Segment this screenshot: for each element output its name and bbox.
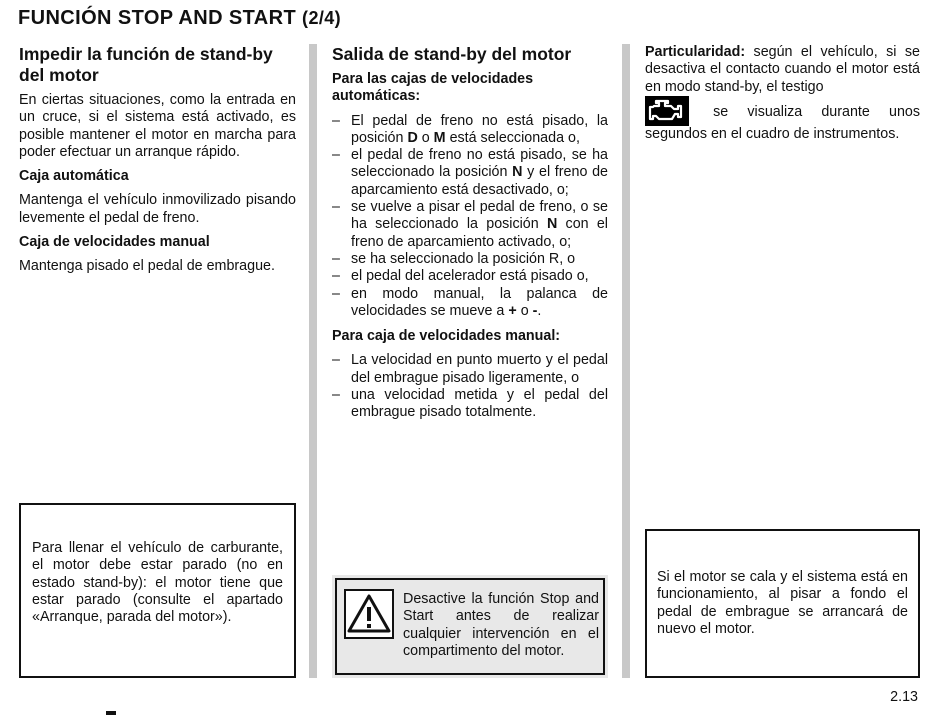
page-number: 2.13 <box>890 689 918 705</box>
particularity-label: Particularidad: <box>645 44 746 60</box>
warning-box-frame <box>335 578 605 675</box>
list-item: – La velocidad en punto muerto y el pedal del embrague pisado ligeramente, o <box>332 352 608 387</box>
warning-box <box>332 575 608 678</box>
list-item: – se ha seleccionado la posición R, o <box>332 251 608 268</box>
particularity-paragraph: Particularidad: según el vehículo, si se desactiva el contacto cuando el motor está en modo stand-by, el testigo se visualiza durante unos segundos en el cuadro de instrumentos. <box>645 44 920 142</box>
warning-text: Desactive la función Stop and Start antes de realizar cualquier intervención en el compartimento del motor. <box>403 591 599 659</box>
subheading-automatic: Para las cajas de velocidades automáticas: <box>332 71 534 105</box>
note-box-fuel <box>19 503 296 678</box>
list-item: – el pedal del acelerador está pisado o, <box>332 268 608 285</box>
warning-triangle-icon <box>344 589 394 639</box>
column-2 <box>332 44 608 430</box>
manual-conditions-list <box>332 352 608 421</box>
note-box-stall <box>645 529 920 678</box>
column-1 <box>19 44 296 283</box>
section-heading: Salida de stand-by del motor <box>332 44 572 64</box>
list-item: – se vuelve a pisar el pedal de freno, o se ha seleccionado la posición N con el freno de aparcamiento activado, o; <box>332 199 608 251</box>
subheading-manual: Caja de velocidades manual <box>19 234 210 251</box>
subheading-manual: Para caja de velocidades manual: <box>332 328 561 345</box>
subheading-automatic: Caja automática <box>19 168 129 185</box>
list-item: – una velocidad metida y el pedal del embrague pisado totalmente. <box>332 387 608 422</box>
page-title <box>18 7 341 30</box>
column-separator <box>622 44 630 678</box>
list-item: – el pedal de freno no está pisado, se ha seleccionado la posición N y el freno de aparcamiento está desactivado, o; <box>332 147 608 199</box>
page-title-text: FUNCIÓN STOP AND START <box>18 7 297 29</box>
list-item: – El pedal de freno no está pisado, la posición D o M está seleccionada o, <box>332 113 608 148</box>
manual-paragraph: Mantenga pisado el pedal de embrague. <box>19 258 275 275</box>
intro-paragraph: En ciertas situaciones, como la entrada en un cruce, si el sistema está activado, es posible mantener el motor en marcha para poder efectuar un arranque rápido. <box>19 92 296 160</box>
automatic-conditions-list <box>332 113 608 321</box>
note-box-text: Para llenar el vehículo de carburante, el motor debe estar parado (no en estado stand-by): el motor tiene que estar parado (consulte el apartado «Arranque, parada del motor»). <box>32 540 283 626</box>
column-separator <box>309 44 317 678</box>
note-box-text: Si el motor se cala y el sistema está en funcionamiento, al pisar a fondo el pedal de embrague se arrancará de nuevo el motor. <box>657 569 908 637</box>
section-heading: Impedir la función de stand-by del motor <box>19 44 273 85</box>
list-item: – en modo manual, la palanca de velocidades se mueve a + o -. <box>332 286 608 321</box>
engine-warning-icon <box>645 96 689 126</box>
page-title-part: (2/4) <box>302 8 342 28</box>
print-mark <box>106 711 116 715</box>
column-3 <box>645 44 920 150</box>
automatic-paragraph: Mantenga el vehículo inmovilizado pisando levemente el pedal de freno. <box>19 192 296 226</box>
